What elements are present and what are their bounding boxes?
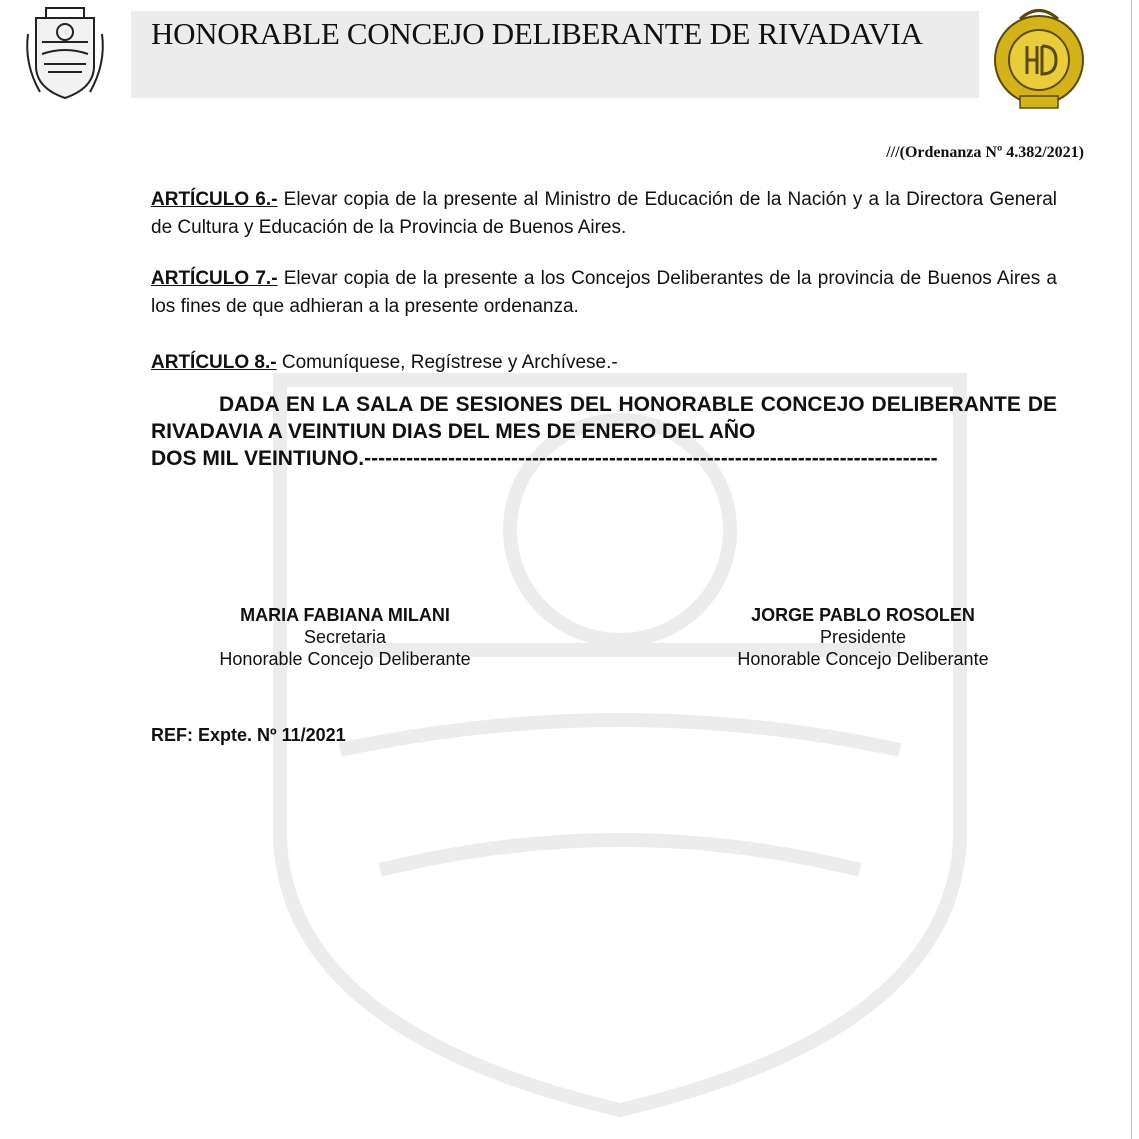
hcd-gold-seal-icon [990,4,1088,112]
article-label: ARTÍCULO 8.- [151,352,277,373]
signature-block-secretary [145,604,545,670]
article-text: Elevar copia de la presente al Ministro de Educación de la Nación y a la Directora General de Cultura y Educación de la Provincia de Buenos Aires. [151,189,1057,238]
article-7 [151,265,1057,321]
article-text: Comuníquese, Regístrese y Archívese.- [281,352,618,373]
article-label: ARTÍCULO 7.- [151,268,278,289]
signatory-body: Honorable Concejo Deliberante [737,649,989,669]
closing-clause [151,391,1057,472]
signatory-body: Honorable Concejo Deliberante [219,649,471,669]
article-text: Elevar copia de la presente a los Concejos Deliberantes de la provincia de Buenos Aires a los fines de que adhieran a la presente ordenanza. [151,268,1057,317]
article-8 [151,349,1057,377]
rivadavia-coat-of-arms-icon [22,4,108,104]
page-title: HONORABLE CONCEJO DELIBERANTE DE RIVADAVIA [151,16,923,51]
page-edge-rule [1131,0,1132,1139]
signatory-role: Secretaria [303,627,387,647]
signature-block-president [663,604,1063,670]
file-reference: REF: Expte. Nº 11/2021 [151,725,346,745]
ordinance-reference: ///(Ordenanza Nº 4.382/2021) [886,144,1084,161]
article-label: ARTÍCULO 6.- [151,189,278,210]
signatory-name: MARIA FABIANA MILANI [240,605,450,625]
closing-clause-main: DADA EN LA SALA DE SESIONES DEL HONORABLE CONCEJO DELIBERANTE DE RIVADAVIA A VEINTIUN DIAS DEL MES DE ENERO DEL AÑO [151,393,1057,443]
article-6 [151,186,1057,242]
signatory-name: JORGE PABLO ROSOLEN [751,605,975,625]
closing-clause-tail: DOS MIL VEINTIUNO.---------------------------------------------------------------------------------- [151,447,938,470]
signatory-role: Presidente [819,627,907,647]
